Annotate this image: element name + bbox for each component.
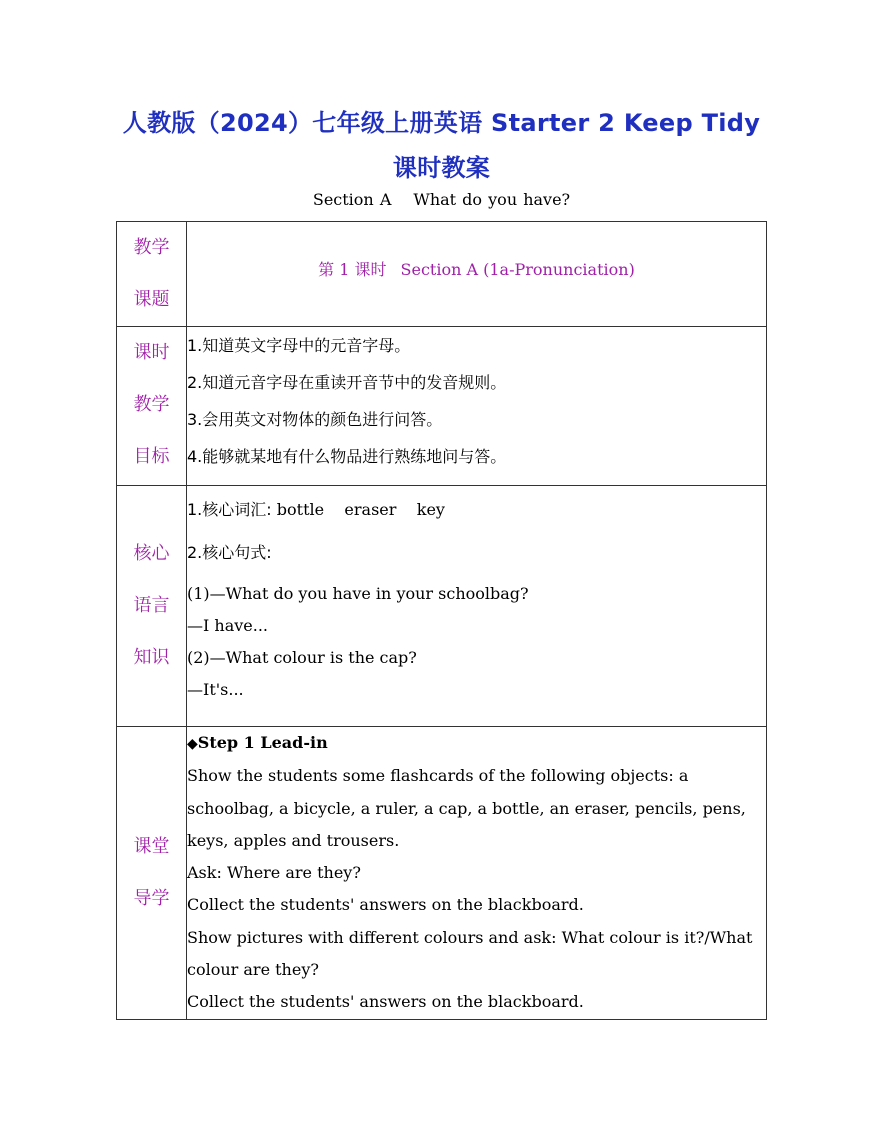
row-label-text: 导学 [133,887,170,909]
row-label-text: 目标 [133,446,170,467]
row-label-text: 课堂 [133,835,170,857]
row-label-text: 教学 [133,237,170,258]
table-row-objectives [117,327,767,486]
section-label: Section A [312,190,392,209]
row-label-text: 教学 [133,394,170,415]
vocab-label: 1.核心词汇: [187,500,272,519]
vocab-line [187,492,766,528]
row-label-topic [117,222,187,327]
guide-paragraph: Show the students some flashcards of the following objects: a schoolbag, a bicycle, a ruler, a cap, a bottle, an eraser, pencils, pens, keys, apples and trousers. [187,766,746,850]
section-heading [0,190,883,209]
sentence-item: (2)—What colour is the cap? [187,648,417,667]
lesson-section: Section A (1a-Pronunciation) [400,260,635,279]
step-title: Step 1 Lead-in [197,733,328,752]
document-subtitle-title: 课时教案 [392,154,491,182]
objective-item: 2.知道元音字母在重读开音节中的发音规则。 [187,373,507,392]
guide-content [187,727,767,1020]
lesson-number: 第 1 课时 [318,260,387,279]
table-row-topic [117,222,767,327]
guide-paragraph: Show pictures with different colours and ask: What colour is it?/What colour are they? [187,927,753,980]
row-label-text: 课题 [133,289,170,310]
row-label-guide [117,727,187,1020]
table-row-knowledge [117,486,767,727]
guide-paragraph: Collect the students' answers on the blackboard. [187,895,584,915]
objective-item: 1.知道英文字母中的元音字母。 [187,336,411,355]
row-label-text: 核心 [133,543,170,564]
sentence-item: —It's... [187,680,244,699]
guide-paragraph: Collect the students' answers on the blackboard. [187,992,584,1012]
lesson-title [187,257,766,280]
row-label-objectives [117,327,187,486]
row-label-text: 语言 [133,595,170,616]
lesson-plan-table [116,221,767,1020]
knowledge-content [187,486,767,727]
table-row-guide [117,727,767,1020]
section-question: What do you have? [413,190,571,209]
step-heading [187,727,756,760]
topic-content [187,222,767,327]
document-title: 人教版（2024）七年级上册英语 Starter 2 Keep Tidy [122,109,761,137]
sentence-item: —I have... [187,616,269,635]
objective-item: 4.能够就某地有什么物品进行熟练地问与答。 [187,447,507,466]
objective-item: 3.会用英文对物体的颜色进行问答。 [187,410,443,429]
objectives-content [187,327,767,486]
sentence-item: (1)—What do you have in your schoolbag? [187,584,529,603]
vocab-words: bottle eraser key [276,500,445,519]
guide-paragraph: Ask: Where are they? [187,863,361,883]
row-label-knowledge [117,486,187,727]
sentence-label: 2.核心句式: [187,543,272,562]
row-label-text: 知识 [133,647,170,668]
row-label-text: 课时 [133,342,170,363]
diamond-icon: ◆ [187,736,198,752]
